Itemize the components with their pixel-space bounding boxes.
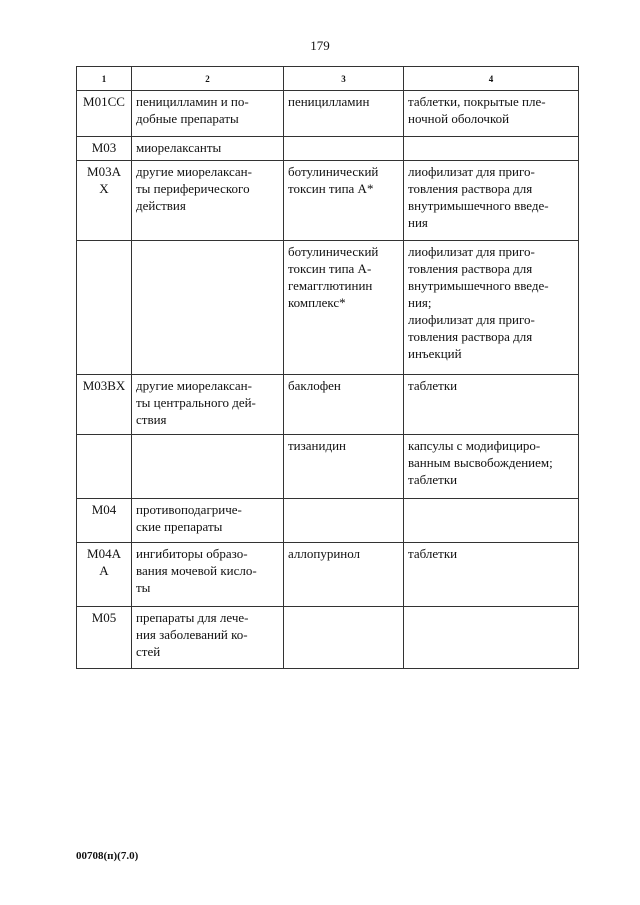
group-name-cell: [132, 241, 284, 375]
document-code: 00708(п)(7.0): [76, 850, 139, 862]
group-name-cell: миорелаксанты: [132, 137, 284, 161]
table-row: [77, 499, 579, 543]
drug-table: [76, 66, 579, 669]
dosage-form-cell: [404, 137, 579, 161]
dosage-form-cell: таблетки, покрытые пле- ночной оболочкой: [404, 91, 579, 137]
dosage-form-cell: таблетки: [404, 543, 579, 607]
group-name-cell: препараты для лече- ния заболеваний ко- стей: [132, 607, 284, 669]
group-name-cell: противоподагриче- ские препараты: [132, 499, 284, 543]
drug-name-cell: [284, 607, 404, 669]
atc-code-cell: M03A X: [77, 161, 132, 241]
atc-code-cell: M01CC: [77, 91, 132, 137]
atc-code-cell: M05: [77, 607, 132, 669]
drug-name-cell: аллопуринол: [284, 543, 404, 607]
group-name-cell: [132, 435, 284, 499]
dosage-form-cell: таблетки: [404, 375, 579, 435]
atc-code-cell: M04: [77, 499, 132, 543]
atc-code-cell: M04A A: [77, 543, 132, 607]
table-row: [77, 161, 579, 241]
table-header-row: [77, 67, 579, 91]
drug-name-cell: [284, 137, 404, 161]
group-name-cell: ингибиторы образо- вания мочевой кисло- ты: [132, 543, 284, 607]
dosage-form-cell: капсулы с модифициро- ванным высвобождением; таблетки: [404, 435, 579, 499]
table-row: [77, 607, 579, 669]
dosage-form-cell: лиофилизат для приго- товления раствора для внутримышечного введе- ния; лиофилизат для приго- товления раствора для инъекций: [404, 241, 579, 375]
atc-code-cell: [77, 435, 132, 499]
atc-code-cell: M03: [77, 137, 132, 161]
table-row: [77, 435, 579, 499]
page-number: 179: [310, 38, 330, 53]
drug-name-cell: ботулинический токсин типа А- гемагглютинин комплекс*: [284, 241, 404, 375]
dosage-form-cell: [404, 607, 579, 669]
group-name-cell: другие миорелаксан- ты центрального дей- ствия: [132, 375, 284, 435]
atc-code-cell: M03BX: [77, 375, 132, 435]
column-header-4: 4: [404, 67, 579, 91]
drug-name-cell: баклофен: [284, 375, 404, 435]
group-name-cell: другие миорелаксан- ты периферического действия: [132, 161, 284, 241]
table-row: [77, 241, 579, 375]
column-header-3: 3: [284, 67, 404, 91]
atc-code-cell: [77, 241, 132, 375]
table-row: [77, 543, 579, 607]
drug-name-cell: тизанидин: [284, 435, 404, 499]
table-row: [77, 375, 579, 435]
group-name-cell: пеницилламин и по- добные препараты: [132, 91, 284, 137]
dosage-form-cell: [404, 499, 579, 543]
dosage-form-cell: лиофилизат для приго- товления раствора для внутримышечного введе- ния: [404, 161, 579, 241]
drug-name-cell: ботулинический токсин типа А*: [284, 161, 404, 241]
table-row: [77, 91, 579, 137]
column-header-1: 1: [77, 67, 132, 91]
column-header-2: 2: [132, 67, 284, 91]
table-row: [77, 137, 579, 161]
drug-name-cell: [284, 499, 404, 543]
drug-name-cell: пеницилламин: [284, 91, 404, 137]
